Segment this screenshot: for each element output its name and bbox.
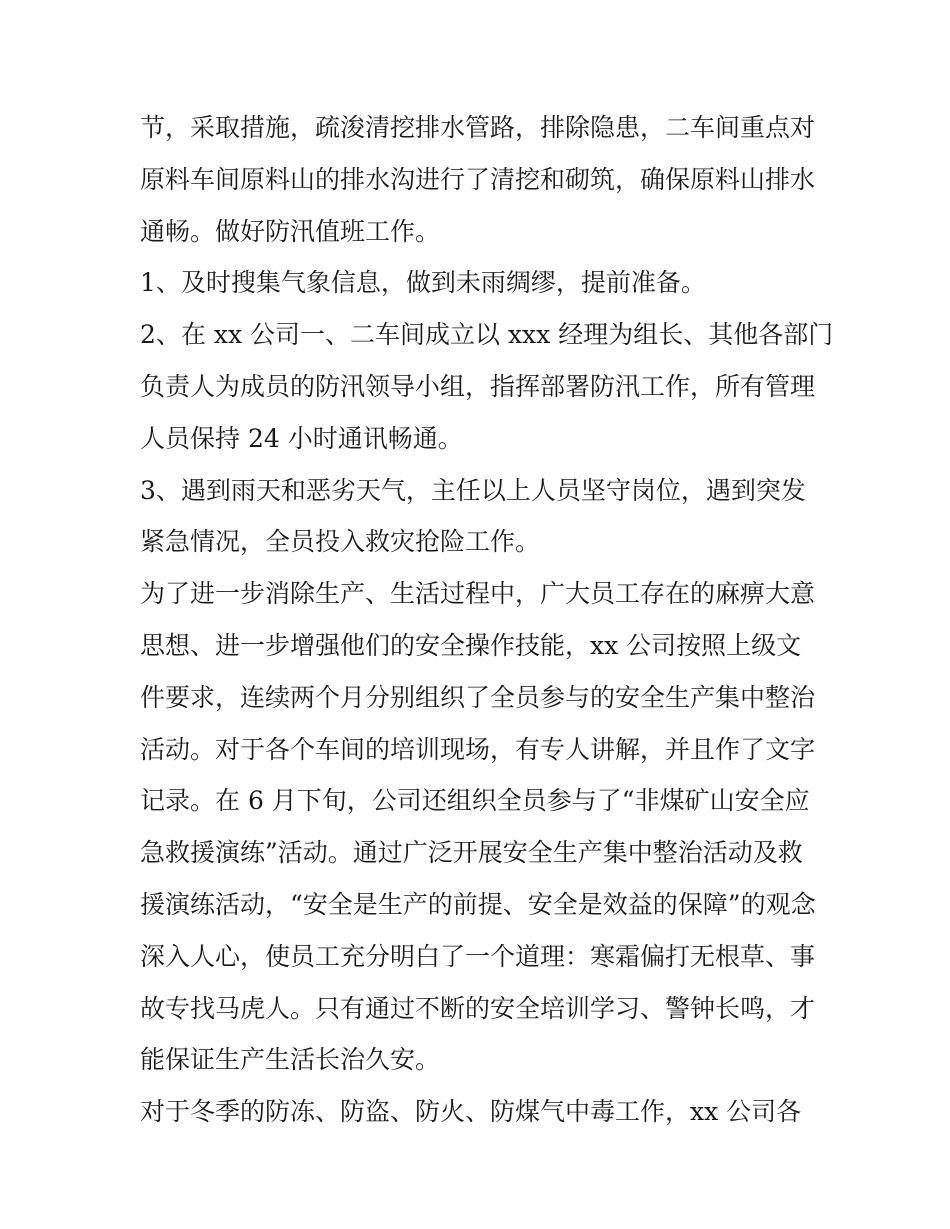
text-line: 3、遇到雨天和恶劣天气，主任以上人员坚守岗位，遇到突发 <box>140 475 806 505</box>
text-line: 负责人为成员的防汛领导小组，指挥部署防汛工作，所有管理 <box>140 371 816 401</box>
text-line: 深入人心，使员工充分明白了一个道理：寒霜偏打无根草、事 <box>140 941 816 971</box>
text-line: 2、在 xx 公司一、二车间成立以 xxx 经理为组长、其他各部门 <box>140 320 834 350</box>
text-line: 紧急情况，全员投入救灾抢险工作。 <box>140 527 541 557</box>
text-line: 活动。对于各个车间的培训现场，有专人讲解，并且作了文字 <box>140 734 816 764</box>
document-body <box>140 102 834 1138</box>
text-line: 对于冬季的防冻、防盗、防火、防煤气中毒工作，xx 公司各 <box>140 1097 802 1127</box>
text-line: 原料车间原料山的排水沟进行了清挖和砌筑，确保原料山排水 <box>140 164 816 194</box>
text-line: 能保证生产生活长治久安。 <box>140 1045 441 1075</box>
text-line: 思想、进一步增强他们的安全操作技能，xx 公司按照上级文 <box>140 630 802 660</box>
text-line: 急救援演练”活动。通过广泛开展安全生产集中整治活动及救 <box>140 838 803 868</box>
text-line: 援演练活动，“安全是生产的前提、安全是效益的保障”的观念 <box>140 889 816 919</box>
text-line: 节，采取措施，疏浚清挖排水管路，排除隐患，二车间重点对 <box>140 113 816 142</box>
text-line: 记录。在 6 月下旬，公司还组织全员参与了“非煤矿山安全应 <box>140 786 810 816</box>
text-line: 通畅。做好防汛值班工作。 <box>140 216 441 246</box>
text-line: 故专找马虎人。只有通过不断的安全培训学习、警钟长鸣，才 <box>140 993 816 1023</box>
text-line: 1、及时搜集气象信息，做到未雨绸缪，提前准备。 <box>140 268 706 298</box>
text-line: 人员保持 24 小时通讯畅通。 <box>140 423 463 453</box>
text-line: 为了进一步消除生产、生活过程中，广大员工存在的麻痹大意 <box>140 579 816 609</box>
text-line: 件要求，连续两个月分别组织了全员参与的安全生产集中整治 <box>140 682 816 712</box>
